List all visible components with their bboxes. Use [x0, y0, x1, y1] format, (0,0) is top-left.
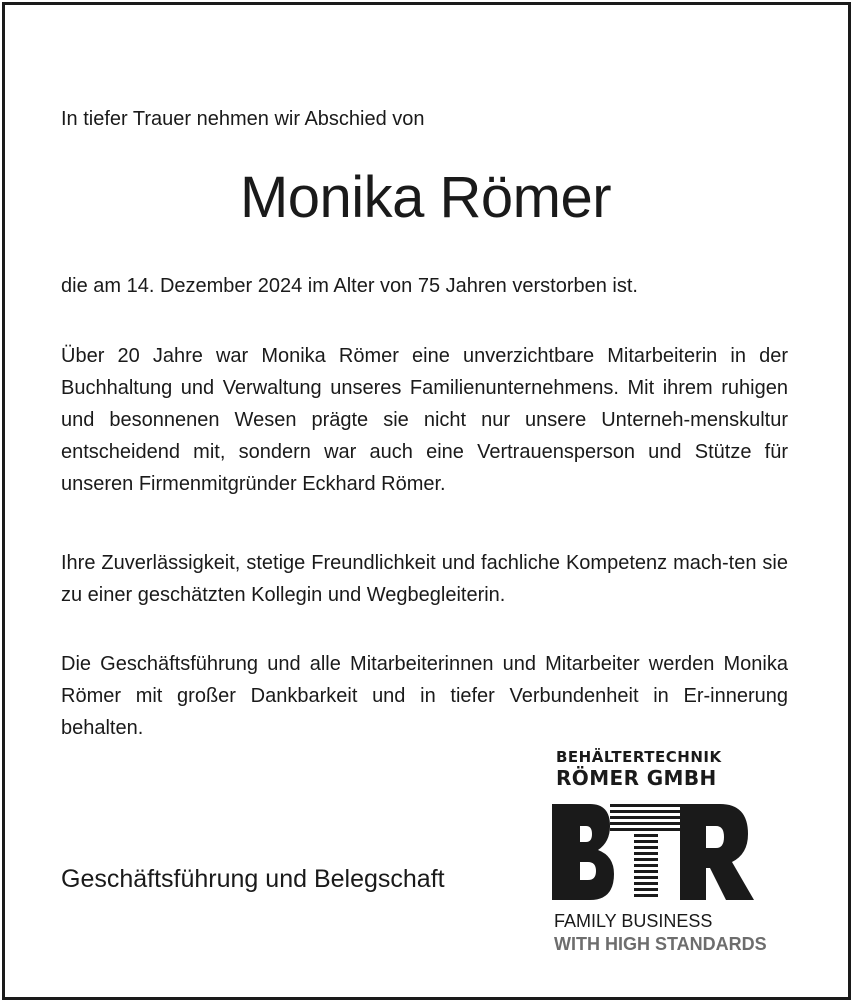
- btr-logo-mark: [552, 804, 757, 900]
- logo-company-type: BEHÄLTERTECHNIK: [556, 748, 722, 766]
- paragraph-farewell: Die Geschäftsführung und alle Mitarbeiterinnen und Mitarbeiter werden Monika Römer mit großer Dankbarkeit und in tiefer Verbundenheit in Er-innerung behalten.: [61, 653, 788, 739]
- logo-company-name: RÖMER GMBH: [556, 766, 717, 790]
- company-logo: [552, 747, 802, 962]
- signature: Geschäftsführung und Belegschaft: [61, 865, 445, 893]
- logo-tagline-family: FAMILY BUSINESS: [554, 911, 713, 931]
- logo-tagline-standards: WITH HIGH STANDARDS: [554, 934, 767, 954]
- paragraph-tribute: Über 20 Jahre war Monika Römer eine unverzichtbare Mitarbeiterin in der Buchhaltung und Verwaltung unseres Familienunternehmens. Mit ihrem ruhigen und besonnenen Wesen prägte sie nicht nur unsere Unterneh-menskultur entscheidend mit, sondern war auch eine Vertrauensperson und Stütze für unseren Firmenmitgründer Eckhard Römer.: [61, 345, 788, 495]
- deceased-name: Monika Römer: [239, 165, 612, 230]
- intro-text: In tiefer Trauer nehmen wir Abschied von: [61, 108, 425, 130]
- paragraph-qualities: Ihre Zuverlässigkeit, stetige Freundlichkeit und fachliche Kompetenz mach-ten sie zu einer geschätzten Kollegin und Wegbegleiterin.: [61, 552, 788, 606]
- date-line: die am 14. Dezember 2024 im Alter von 75 Jahren verstorben ist.: [61, 275, 638, 297]
